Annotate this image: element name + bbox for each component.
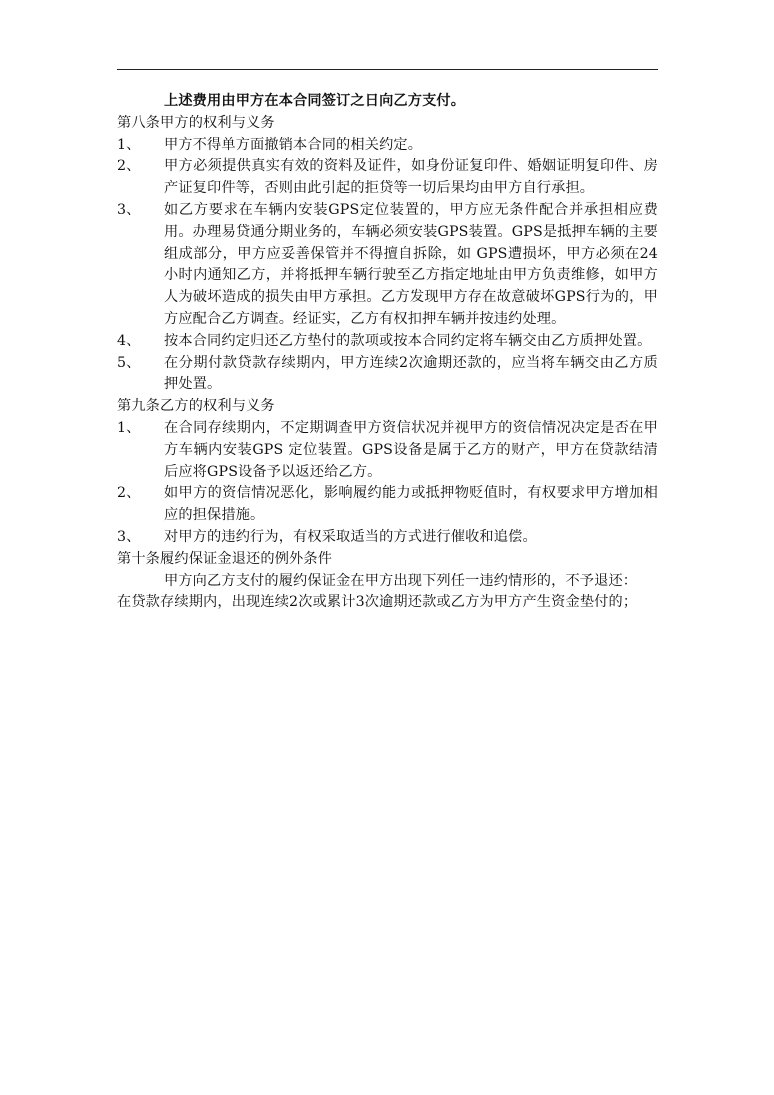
item-number: 3、 — [117, 201, 141, 218]
article-8-item — [117, 353, 658, 397]
article-8-title: 第八条甲方的权利与义务 — [117, 114, 275, 131]
header-rule — [117, 69, 658, 70]
item-text: 在合同存续期内，不定期调查甲方资信状况并视甲方的资信情况决定是否在甲方车辆内安装GPS 定位装置。GPS设备是属于乙方的财产，甲方在贷款结清后应将GPS设备予以返还给乙方。 — [164, 419, 658, 480]
item-text: 甲方不得单方面撤销本合同的相关约定。 — [164, 136, 423, 153]
item-number: 4、 — [117, 332, 141, 349]
article-9-item — [117, 418, 658, 483]
article-10-title: 第十条履约保证金退还的例外条件 — [117, 550, 333, 567]
item-number: 1、 — [117, 136, 141, 153]
item-number: 2、 — [117, 485, 141, 502]
item-number: 1、 — [117, 419, 141, 436]
article-9-title: 第九条乙方的权利与义务 — [117, 398, 275, 415]
item-number: 3、 — [117, 528, 141, 545]
item-text: 在分期付款贷款存续期内，甲方连续2次逾期还款的，应当将车辆交由乙方质押处置。 — [164, 354, 658, 393]
article-9-item — [117, 483, 658, 527]
item-text: 对甲方的违约行为，有权采取适当的方式进行催收和追偿。 — [164, 528, 537, 545]
document-body — [117, 91, 658, 614]
article-8-item — [117, 135, 658, 157]
article-9-item — [117, 527, 658, 549]
item-number: 5、 — [117, 354, 141, 371]
item-text: 按本合同约定归还乙方垫付的款项或按本合同约定将车辆交由乙方质押处置。 — [164, 332, 652, 349]
article-10-intro: 甲方向乙方支付的履约保证金在甲方出现下列任一违约情形的，不予退还： — [164, 572, 638, 589]
article-10-clause: 在贷款存续期内，出现连续2次或累计3次逾期还款或乙方为甲方产生资金垫付的； — [117, 594, 638, 611]
article-8-item — [117, 331, 658, 353]
item-text: 如乙方要求在车辆内安装GPS定位装置的，甲方应无条件配合并承担相应费用。办理易贷通分期业务的，车辆必须安装GPS装置。GPS是抵押车辆的主要组成部分，甲方应妥善保管并不得擅自拆除，如 GPS遭损坏，甲方必须在24小时内通知乙方，并将抵押车辆行驶至乙方指定地址由甲方负责维修，如甲方人为破坏造成的损失由甲方承担。乙方发现甲方存在故意破坏GPS行为的，甲方应配合乙方调查。经证实，乙方有权扣押车辆并按违约处理。 — [164, 201, 658, 327]
item-text: 甲方必须提供真实有效的资料及证件，如身份证复印件、婚姻证明复印件、房产证复印件等，否则由此引起的拒贷等一切后果均由甲方自行承担。 — [164, 158, 658, 197]
fee-payment-line: 上述费用由甲方在本合同签订之日向乙方支付。 — [164, 93, 466, 109]
item-number: 2、 — [117, 158, 141, 175]
item-text: 如甲方的资信情况恶化，影响履约能力或抵押物贬值时，有权要求甲方增加相应的担保措施。 — [164, 485, 658, 524]
article-8-item — [117, 200, 658, 331]
article-8-item — [117, 156, 658, 200]
